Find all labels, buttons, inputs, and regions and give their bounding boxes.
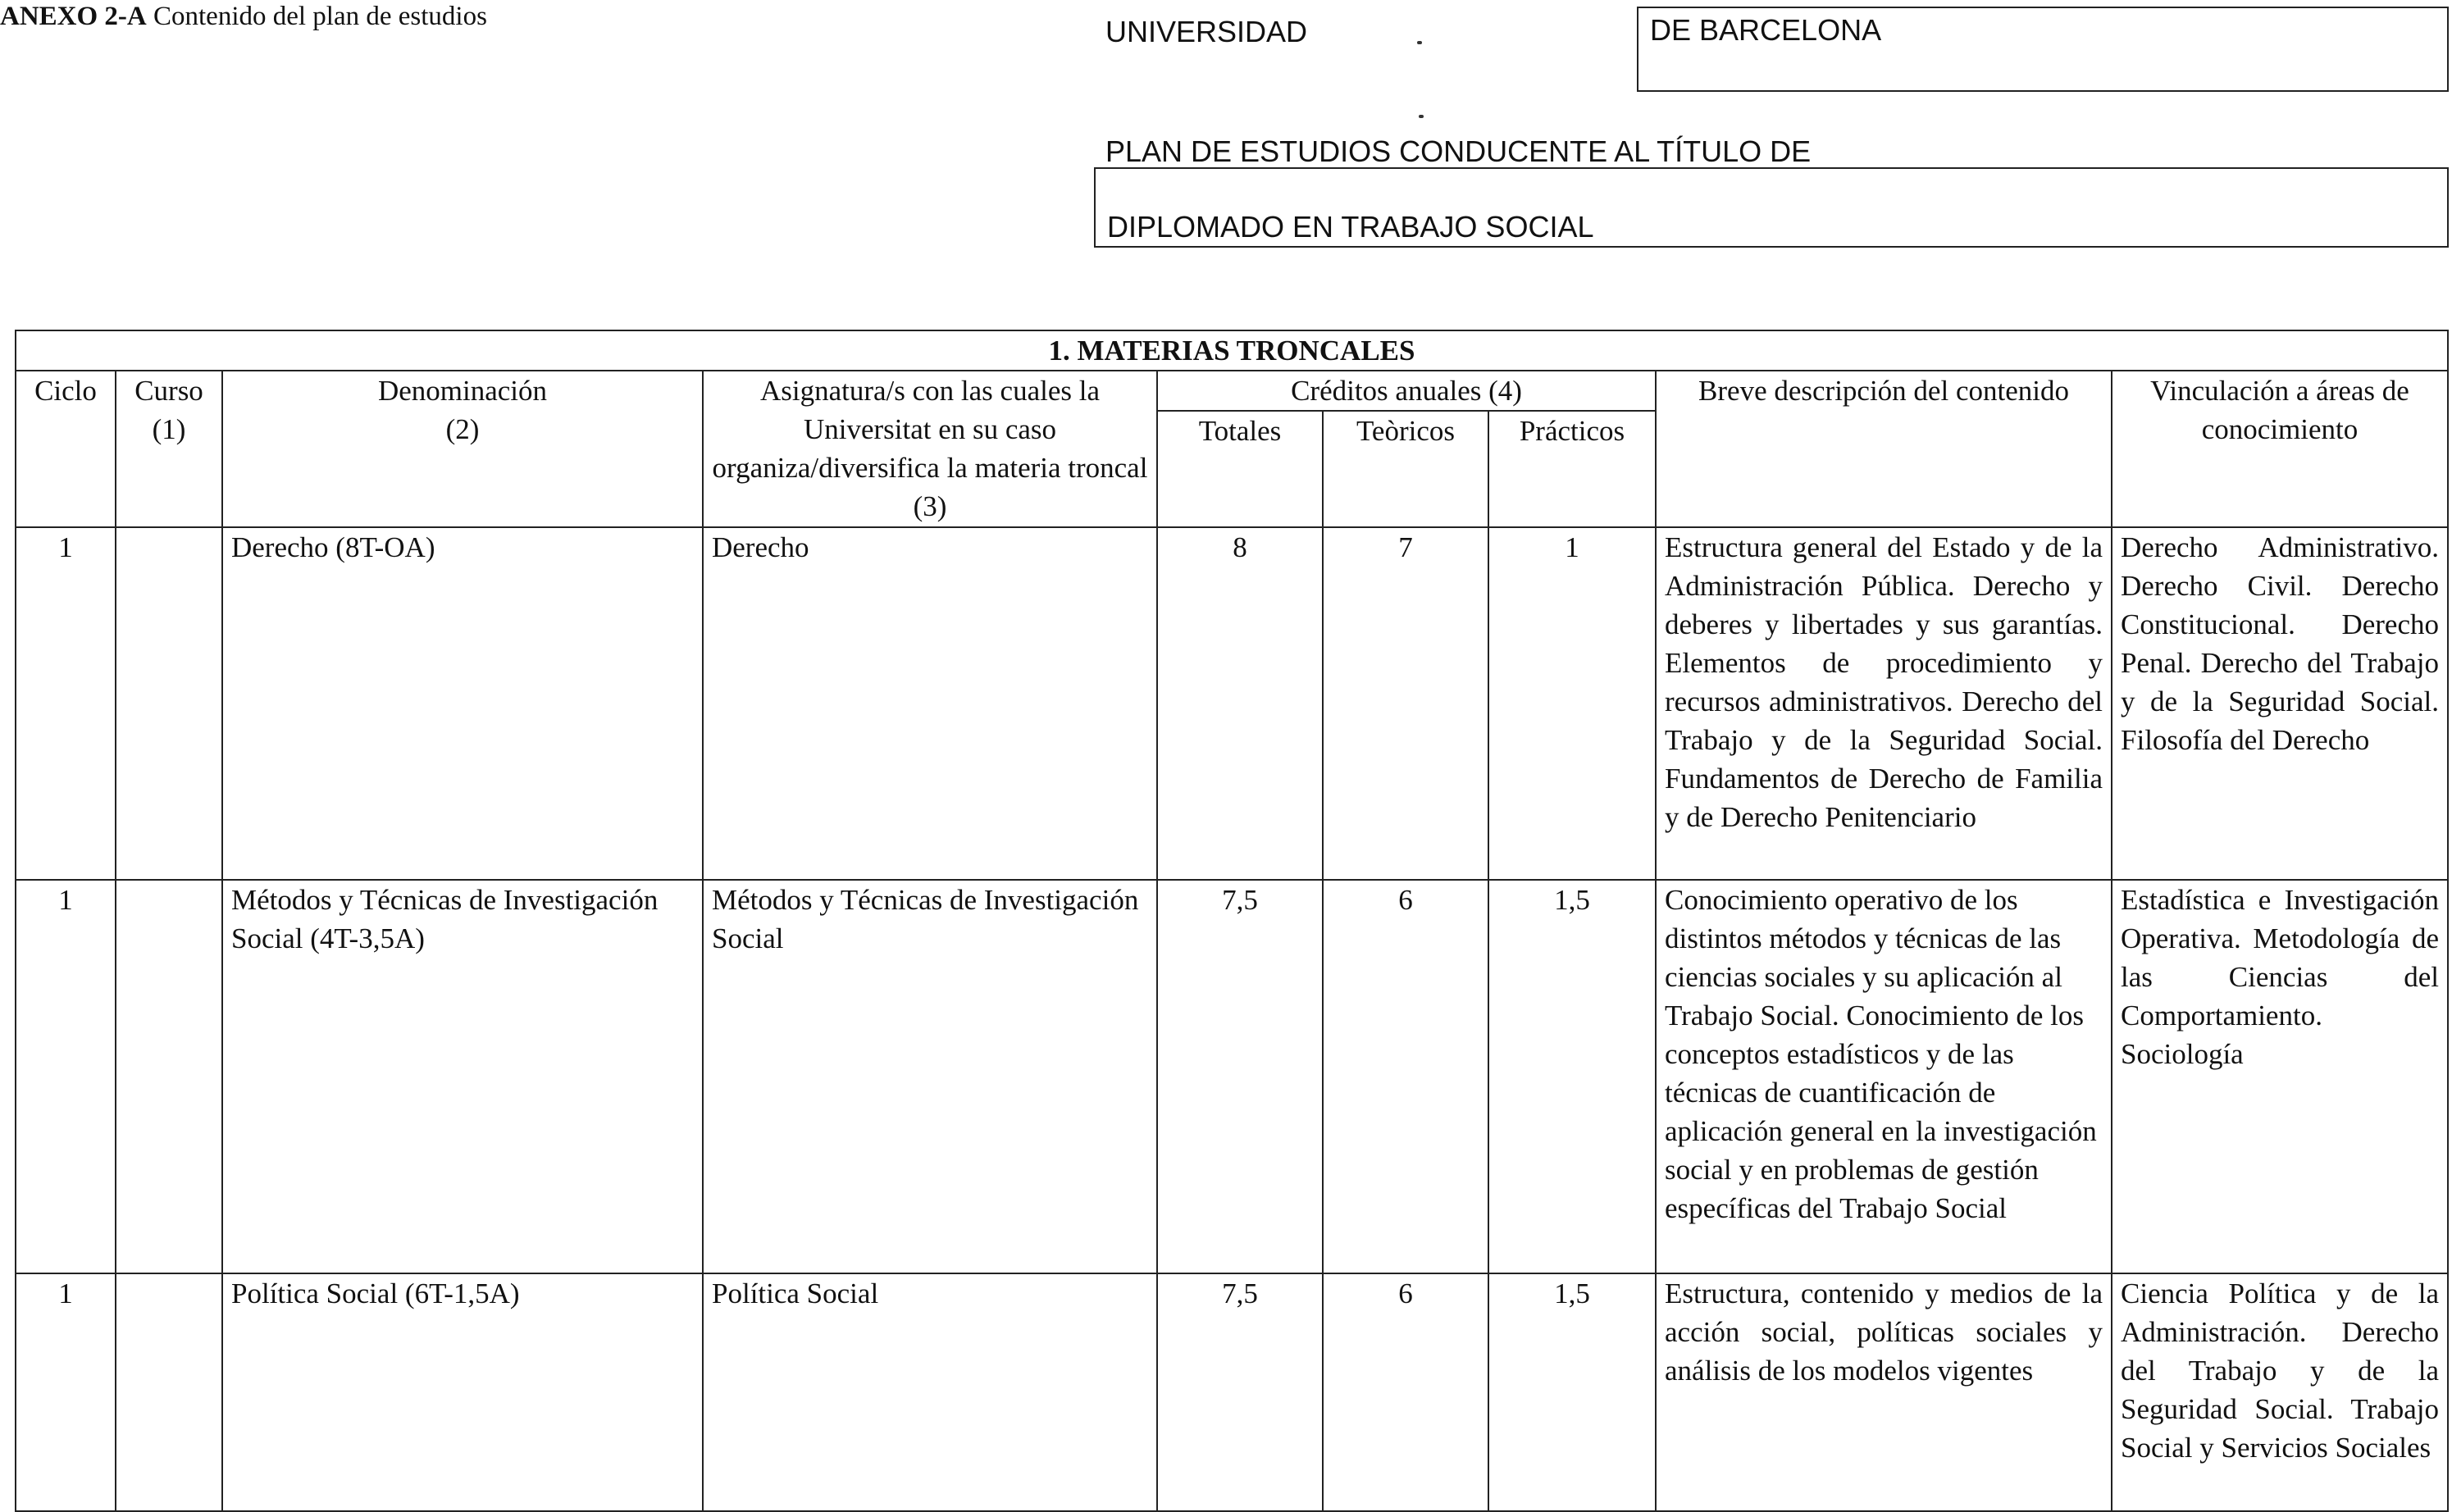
header-ciclo: Ciclo	[16, 371, 116, 527]
cell-denominacion: Política Social (6T-1,5A)	[222, 1273, 703, 1511]
cell-teoricos: 7	[1323, 527, 1488, 880]
cell-practicos: 1,5	[1488, 1273, 1656, 1511]
cell-vinculacion: Estadística e Investigación Operativa. Metodología de las Ciencias del Comportamiento. Sociología	[2112, 880, 2448, 1273]
university-label: UNIVERSIDAD	[1105, 15, 1308, 48]
cell-totales: 7,5	[1157, 880, 1323, 1273]
university-name: DE BARCELONA	[1650, 13, 1882, 47]
cell-teoricos: 6	[1323, 1273, 1488, 1511]
header-practicos: Prácticos	[1488, 411, 1656, 527]
table-row	[16, 527, 2448, 880]
cell-descripcion: Estructura, contenido y medios de la acción social, políticas sociales y análisis de los modelos vigentes	[1656, 1273, 2112, 1511]
degree-title: DIPLOMADO EN TRABAJO SOCIAL	[1107, 210, 1594, 244]
cell-curso	[116, 880, 222, 1273]
cell-asignatura: Derecho	[703, 527, 1157, 880]
table-title: 1. MATERIAS TRONCALES	[16, 330, 2448, 371]
header-denominacion: Denominación (2)	[222, 371, 703, 527]
scan-speck	[1417, 41, 1422, 44]
cell-totales: 8	[1157, 527, 1323, 880]
cell-descripcion: Estructura general del Estado y de la Administración Pública. Derecho y deberes y libertades y sus garantías. Elementos de procedimiento y recursos administrativos. Derecho del Trabajo y de la Seguridad Social. Fundamentos de Derecho de Familia y de Derecho Penitenciario	[1656, 527, 2112, 880]
degree-box	[1094, 167, 2449, 248]
annex-heading	[0, 0, 487, 33]
cell-ciclo: 1	[16, 527, 116, 880]
cell-descripcion: Conocimiento operativo de los distintos métodos y técnicas de las ciencias sociales y su aplicación al Trabajo Social. Conocimiento de los conceptos estadísticos y de las técnicas de cuantificación de aplicación general en la investigación social y en problemas de gestión específicas del Trabajo Social	[1656, 880, 2112, 1273]
scan-speck	[1419, 115, 1424, 118]
header-curso: Curso (1)	[116, 371, 222, 527]
annex-code: ANEXO 2-A	[0, 2, 147, 31]
table-row	[16, 1273, 2448, 1511]
cell-vinculacion: Derecho Administrativo. Derecho Civil. Derecho Constitucional. Derecho Penal. Derecho del Trabajo y de la Seguridad Social. Filosofía del Derecho	[2112, 527, 2448, 880]
header-descripcion: Breve descripción del contenido	[1656, 371, 2112, 527]
cell-curso	[116, 1273, 222, 1511]
cell-denominacion: Derecho (8T-OA)	[222, 527, 703, 880]
cell-denominacion: Métodos y Técnicas de Investigación Social (4T-3,5A)	[222, 880, 703, 1273]
cell-practicos: 1,5	[1488, 880, 1656, 1273]
cell-ciclo: 1	[16, 1273, 116, 1511]
university-name-box	[1637, 7, 2449, 92]
header-asignatura: Asignatura/s con las cuales la Universitat en su caso organiza/diversifica la materia troncal (3)	[703, 371, 1157, 527]
cell-totales: 7,5	[1157, 1273, 1323, 1511]
cell-asignatura: Métodos y Técnicas de Investigación Social	[703, 880, 1157, 1273]
header-teoricos: Teòricos	[1323, 411, 1488, 527]
cell-practicos: 1	[1488, 527, 1656, 880]
annex-subtitle: Contenido del plan de estudios	[153, 2, 487, 31]
cell-teoricos: 6	[1323, 880, 1488, 1273]
cell-curso	[116, 527, 222, 880]
table-row	[16, 880, 2448, 1273]
cell-vinculacion: Ciencia Política y de la Administración. Derecho del Trabajo y de la Seguridad Social. Trabajo Social y Servicios Sociales	[2112, 1273, 2448, 1511]
header-vinculacion: Vinculación a áreas de conocimiento	[2112, 371, 2448, 527]
plan-label: PLAN DE ESTUDIOS CONDUCENTE AL TÍTULO DE	[1105, 134, 1812, 168]
cell-asignatura: Política Social	[703, 1273, 1157, 1511]
materias-troncales-table	[15, 330, 2449, 1512]
cell-ciclo: 1	[16, 880, 116, 1273]
header-creditos: Créditos anuales (4)	[1157, 371, 1656, 411]
header-totales: Totales	[1157, 411, 1323, 527]
